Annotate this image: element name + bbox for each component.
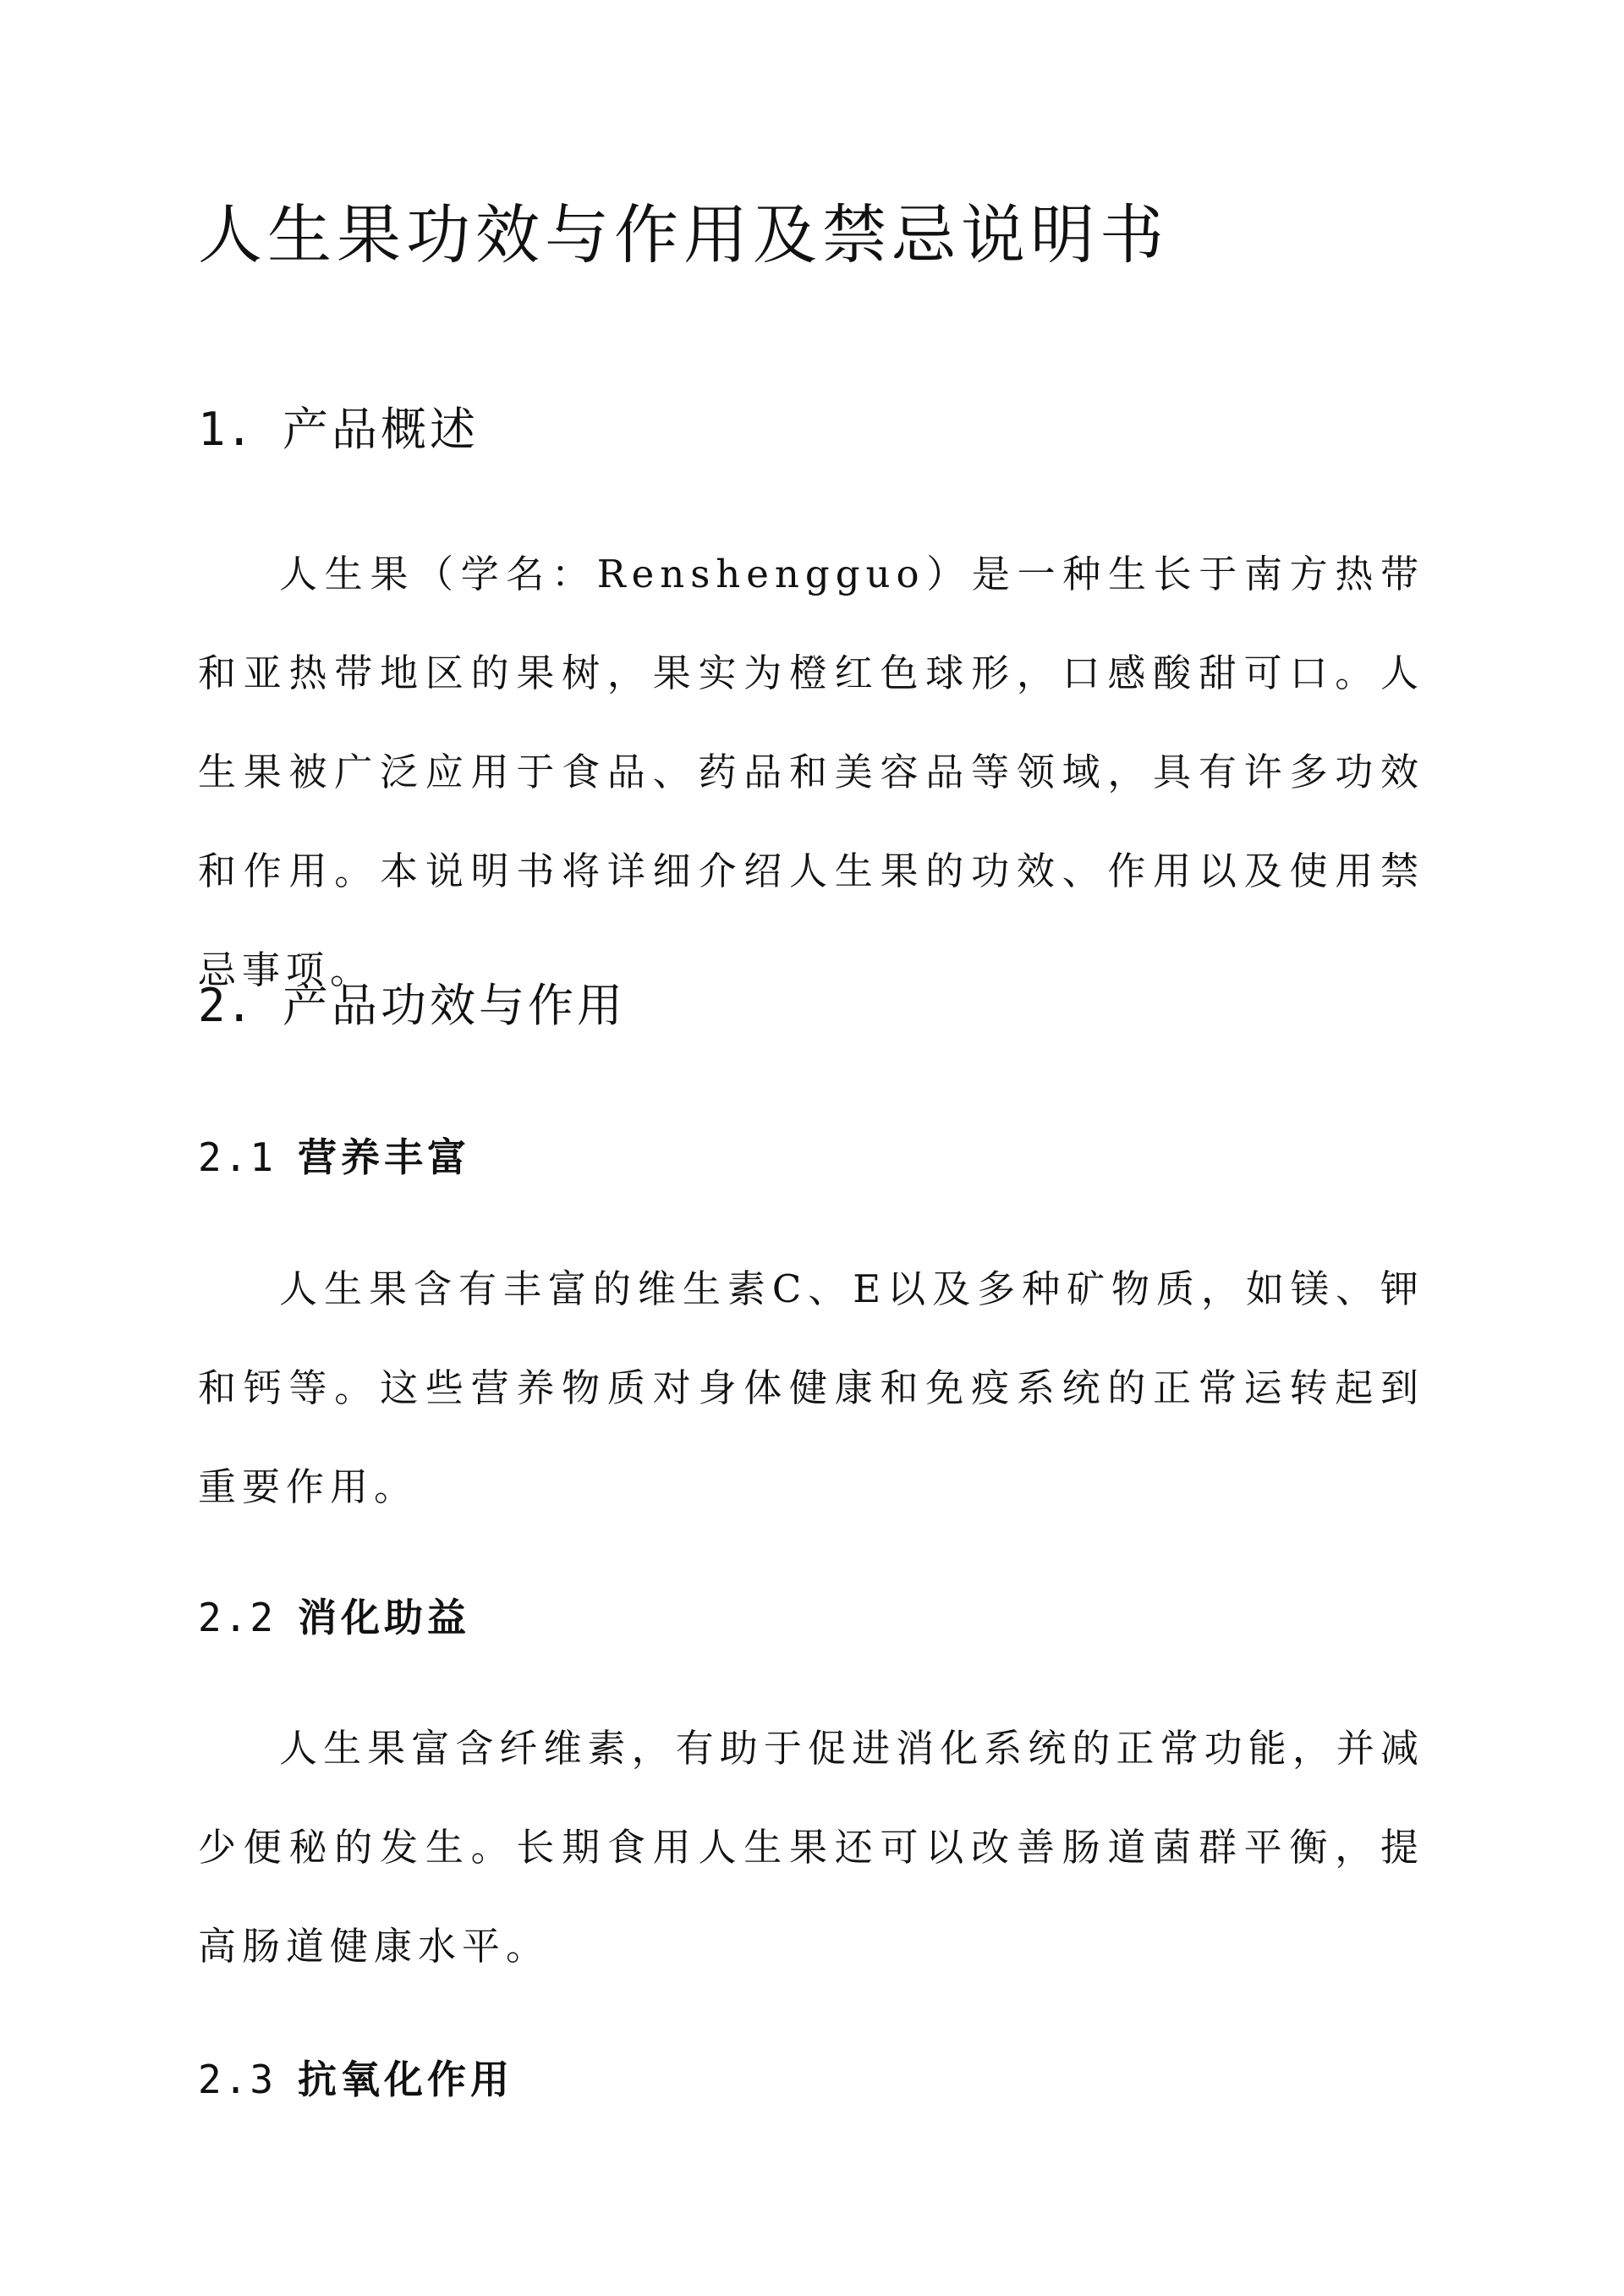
paragraph-digestion: 人生果富含纤维素，有助于促进消化系统的正常功能，并减少便秘的发生。长期食用人生果还可以改善肠道菌群平衡，提高肠道健康水平。	[198, 1726, 1424, 1969]
section-heading-effects	[198, 976, 626, 1035]
section-heading-overview	[198, 400, 479, 459]
subsection-number: 2.2	[198, 1595, 277, 1640]
subsection-title: 营养丰富	[298, 1134, 470, 1180]
section-title: 产品概述	[283, 403, 479, 456]
subsection-heading-nutrition	[198, 1132, 470, 1183]
paragraph-nutrition: 人生果含有丰富的维生素C、E以及多种矿物质，如镁、钾和钙等。这些营养物质对身体健康和免疫系统的正常运转起到重要作用。	[198, 1266, 1424, 1509]
subsection-number: 2.1	[198, 1134, 277, 1180]
subsection-heading-digestion	[198, 1592, 470, 1643]
subsection-number: 2.3	[198, 2057, 277, 2102]
section-number: 2.	[198, 979, 254, 1032]
paragraph-overview: 人生果（学名：Renshengguo）是一种生长于南方热带和亚热带地区的果树，果实为橙红色球形，口感酸甜可口。人生果被广泛应用于食品、药品和美容品等领域，具有许多功效和作用。本说明书将详细介绍人生果的功效、作用以及使用禁忌事项。	[198, 552, 1424, 992]
section-title: 产品功效与作用	[283, 979, 626, 1032]
subsection-title: 抗氧化作用	[298, 2057, 513, 2102]
subsection-heading-antioxidant	[198, 2054, 513, 2105]
document-title: 人生果功效与作用及禁忌说明书	[198, 197, 1169, 272]
subsection-title: 消化助益	[298, 1595, 470, 1640]
section-number: 1.	[198, 403, 254, 456]
